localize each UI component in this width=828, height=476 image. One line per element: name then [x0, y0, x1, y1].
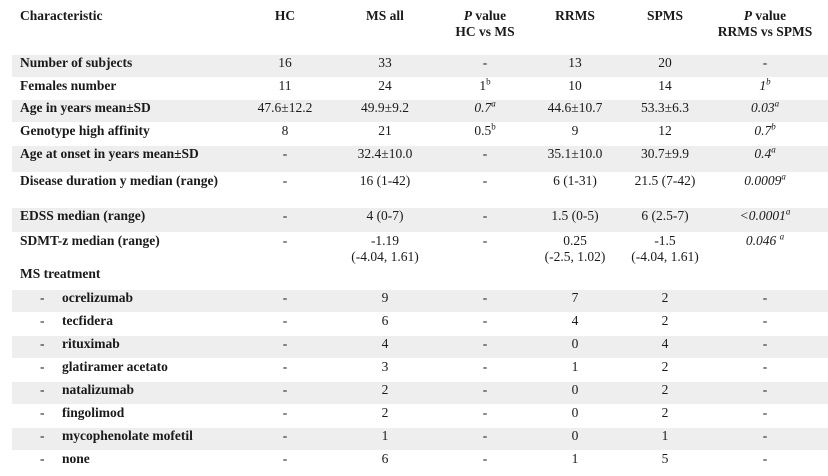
- cell-rrms: [530, 208, 620, 232]
- cell-p-rrms-vs-spms-footnote: a: [774, 98, 780, 109]
- treatment-name: tecfidera: [62, 313, 113, 328]
- row-label: SDMT-z median (range): [20, 233, 160, 248]
- cell-p-rrms-vs-spms: [710, 233, 820, 265]
- cell-p-hc-vs-ms: -: [482, 451, 488, 466]
- cell-rrms: 4: [571, 313, 579, 328]
- cell-ms-all-value: 4 (0-7): [366, 208, 404, 223]
- cell-ms-all: 9: [381, 290, 389, 305]
- cell-spms: 2: [661, 405, 669, 420]
- cell-hc: -: [282, 290, 288, 305]
- cell-ms-all-value: 21: [378, 123, 392, 138]
- cell-rrms: 7: [571, 290, 579, 305]
- cell-p-rrms-vs-spms-value: [744, 173, 786, 189]
- cell-rrms-value: 1.5 (0-5): [551, 208, 599, 223]
- cell-p-hc-vs-ms: -: [482, 313, 488, 328]
- cell-spms-value: 30.7±9.9: [641, 146, 689, 161]
- cell-p-hc-vs-ms: [440, 55, 530, 77]
- table-row: [12, 100, 828, 122]
- cell-spms-value: 21.5 (7-42): [634, 173, 696, 188]
- cell-p-rrms-vs-spms: [710, 146, 820, 172]
- cell-p-hc-vs-ms-number: -: [482, 233, 488, 248]
- cell-p-hc-vs-ms: -: [482, 336, 488, 351]
- cell-p-hc-vs-ms-footnote: a: [491, 98, 496, 109]
- cell-ms-all: 2: [381, 382, 389, 397]
- treatment-name: ocrelizumab: [62, 290, 133, 305]
- table-header-row: [12, 8, 828, 54]
- cell-rrms: [530, 233, 620, 265]
- treatment-section-label: MS treatment: [20, 266, 101, 281]
- cell-p-hc-vs-ms-number: -: [482, 173, 488, 188]
- cell-hc: -: [282, 451, 288, 466]
- cell-p-rrms-vs-spms-number: 0.0009: [744, 173, 782, 188]
- row-label: Genotype high affinity: [20, 123, 150, 138]
- cell-hc: -: [282, 382, 288, 397]
- cell-p-rrms-vs-spms-footnote: a: [785, 206, 791, 217]
- treatment-row: [12, 359, 828, 381]
- cell-p-hc-vs-ms-value: [474, 100, 495, 116]
- cell-spms-value: 20: [658, 55, 672, 70]
- cell-hc: 47.6±12.2: [257, 100, 313, 115]
- treatment-name: mycophenolate mofetil: [62, 428, 193, 443]
- cell-ms-all: 3: [381, 359, 389, 374]
- cell-hc: -: [282, 146, 288, 161]
- cell-p-hc-vs-ms: -: [482, 428, 488, 443]
- cell-spms: [620, 100, 710, 122]
- cell-p-rrms-vs-spms-number: 0.03: [750, 100, 775, 115]
- cell-spms: [620, 146, 710, 172]
- header-ms-all: MS all: [366, 8, 404, 23]
- cell-p-hc-vs-ms-value: [483, 55, 488, 71]
- cell-rrms-value: 44.6±10.7: [547, 100, 603, 115]
- bullet-dash: -: [40, 290, 45, 305]
- cell-p-rrms-vs-spms-footnote: a: [771, 144, 776, 155]
- cell-ms-all: [330, 173, 440, 207]
- cell-rrms: 0: [571, 382, 579, 397]
- treatment-name: fingolimod: [62, 405, 125, 420]
- cell-spms: [620, 78, 710, 100]
- bullet-dash: -: [40, 428, 45, 443]
- table-row: [12, 173, 828, 207]
- treatment-row: [12, 451, 828, 473]
- cell-ms-all: 6: [381, 313, 389, 328]
- cell-ms-all: [330, 55, 440, 77]
- cell-p-rrms-vs-spms: [710, 173, 820, 207]
- table-row: [12, 123, 828, 145]
- cell-ms-all: 2: [381, 405, 389, 420]
- cell-p-rrms-vs-spms-number: <0.0001: [739, 208, 786, 223]
- cell-p-hc-vs-ms-footnote: b: [491, 121, 496, 132]
- cell-rrms-value: 6 (1-31): [553, 173, 597, 188]
- header-characteristic: Characteristic: [20, 8, 103, 23]
- cell-p-hc-vs-ms: -: [482, 359, 488, 374]
- cell-p-rrms-vs-spms-value: [746, 233, 784, 249]
- cell-p-rrms-vs-spms: -: [762, 451, 768, 466]
- row-label: Age in years mean±SD: [20, 100, 151, 115]
- bullet-dash: -: [40, 336, 45, 351]
- cell-rrms-value: 13: [568, 55, 582, 70]
- cell-p-rrms-vs-spms-value: [751, 100, 779, 116]
- cell-rrms: 0: [571, 336, 579, 351]
- cell-hc: -: [282, 336, 288, 351]
- cell-p-hc-vs-ms-number: -: [482, 146, 488, 161]
- cell-p-rrms-vs-spms: [710, 78, 820, 100]
- cell-ms-all-value: 16 (1-42): [359, 173, 411, 188]
- bullet-dash: -: [40, 405, 45, 420]
- table-row: [12, 233, 828, 265]
- cell-p-hc-vs-ms-number: -: [482, 55, 488, 70]
- cell-p-hc-vs-ms-number: -: [482, 208, 488, 223]
- cell-hc: -: [282, 359, 288, 374]
- cell-p-hc-vs-ms: -: [482, 382, 488, 397]
- cell-ms-all: [330, 100, 440, 122]
- treatment-name: none: [62, 451, 90, 466]
- cell-ms-all: [330, 208, 440, 232]
- cell-p-rrms-vs-spms-number: -: [762, 55, 768, 70]
- cell-p-hc-vs-ms: [440, 100, 530, 122]
- cell-p-rrms-vs-spms: [710, 123, 820, 145]
- cell-p-hc-vs-ms-number: 1: [479, 78, 487, 93]
- treatment-row: [12, 382, 828, 404]
- cell-spms: 2: [661, 359, 669, 374]
- table-row: [12, 55, 828, 77]
- cell-p-rrms-vs-spms-number: 1: [759, 78, 767, 93]
- row-label: Age at onset in years mean±SD: [20, 146, 199, 161]
- cell-p-rrms-vs-spms: -: [762, 336, 768, 351]
- cell-spms-value: 53.3±6.3: [641, 100, 689, 115]
- cell-p-rrms-vs-spms-footnote: a: [779, 231, 785, 242]
- cell-p-hc-vs-ms-value: [474, 123, 495, 139]
- cell-p-rrms-vs-spms-value: [740, 208, 791, 224]
- cell-p-hc-vs-ms-number: 0.7: [474, 100, 492, 115]
- cell-p-hc-vs-ms: -: [482, 405, 488, 420]
- cell-p-hc-vs-ms-value: [483, 233, 488, 249]
- table-row: [12, 78, 828, 100]
- cell-p-rrms-vs-spms-value: [754, 146, 775, 162]
- treatment-name: glatiramer acetato: [62, 359, 168, 374]
- cell-p-hc-vs-ms: [440, 208, 530, 232]
- cell-ms-all: [330, 146, 440, 172]
- cell-rrms: [530, 173, 620, 207]
- cell-spms: 2: [661, 382, 669, 397]
- cell-ms-all: 4: [381, 336, 389, 351]
- cell-ms-all: 6: [381, 451, 389, 466]
- cell-spms: [620, 173, 710, 207]
- cell-p-rrms-vs-spms-number: 0.046: [745, 233, 780, 248]
- cell-p-rrms-vs-spms-footnote: b: [766, 76, 771, 87]
- cell-spms: 5: [661, 451, 669, 466]
- cell-ms-all: [330, 78, 440, 100]
- cell-p-rrms-vs-spms-footnote: a: [781, 171, 786, 182]
- cell-spms-value: 6 (2.5-7): [641, 208, 689, 223]
- treatment-row: [12, 405, 828, 427]
- cell-p-rrms-vs-spms: -: [762, 359, 768, 374]
- cell-rrms-value: 0.25: [563, 233, 587, 248]
- cell-p-hc-vs-ms: [440, 123, 530, 145]
- cell-spms: 1: [661, 428, 669, 443]
- cell-spms: 2: [661, 290, 669, 305]
- cell-hc: -: [282, 405, 288, 420]
- cell-spms: [620, 233, 710, 265]
- cell-rrms: 0: [571, 405, 579, 420]
- cell-ms-all: [330, 233, 440, 265]
- header-hc: HC: [274, 8, 296, 23]
- cell-rrms-value: 35.1±10.0: [547, 146, 603, 161]
- header-p-value-hc-vs-ms: P value HC vs MS: [455, 8, 515, 39]
- cell-rrms-value: 10: [568, 78, 582, 93]
- cell-spms: 4: [661, 336, 669, 351]
- cell-p-hc-vs-ms-value: [479, 78, 490, 94]
- cell-p-rrms-vs-spms: -: [762, 382, 768, 397]
- cell-spms: [620, 208, 710, 232]
- cell-p-hc-vs-ms: [440, 173, 530, 207]
- cell-hc: -: [282, 173, 288, 188]
- treatment-row: [12, 428, 828, 450]
- cell-rrms: [530, 123, 620, 145]
- cell-hc: -: [282, 233, 288, 248]
- cell-p-rrms-vs-spms-number: 0.4: [754, 146, 772, 161]
- cell-hc: 8: [281, 123, 289, 138]
- cell-p-hc-vs-ms: [440, 146, 530, 172]
- cell-ms-all-value: 33: [378, 55, 392, 70]
- header-spms: SPMS: [646, 8, 683, 23]
- header-p-value-rrms-vs-spms: P value RRMS vs SPMS: [717, 8, 813, 39]
- treatment-row: [12, 290, 828, 312]
- table-row: [12, 146, 828, 172]
- cell-ms-all-value: 24: [378, 78, 392, 93]
- cell-spms: [620, 55, 710, 77]
- cell-spms: 2: [661, 313, 669, 328]
- cell-p-hc-vs-ms: [440, 78, 530, 100]
- cell-rrms: 0: [571, 428, 579, 443]
- cell-spms-value: 14: [658, 78, 672, 93]
- row-label: Disease duration y median (range): [20, 173, 218, 188]
- cell-p-hc-vs-ms-value: [483, 146, 488, 162]
- row-label: EDSS median (range): [20, 208, 146, 223]
- cell-p-rrms-vs-spms: -: [762, 313, 768, 328]
- cell-p-hc-vs-ms: -: [482, 290, 488, 305]
- cell-hc: 11: [278, 78, 292, 93]
- cell-p-rrms-vs-spms: -: [762, 428, 768, 443]
- cell-rrms-value: 9: [571, 123, 579, 138]
- cell-p-rrms-vs-spms-value: [754, 123, 775, 139]
- bullet-dash: -: [40, 451, 45, 466]
- cell-p-hc-vs-ms-footnote: b: [486, 76, 491, 87]
- cell-ms-all: [330, 123, 440, 145]
- cell-hc: 16: [278, 55, 292, 70]
- cell-p-rrms-vs-spms-value: [763, 55, 768, 71]
- treatment-row: [12, 313, 828, 335]
- cell-rrms: 1: [571, 451, 579, 466]
- cell-rrms: [530, 100, 620, 122]
- treatment-section-row: [12, 266, 828, 288]
- cell-hc: -: [282, 208, 288, 223]
- cell-rrms-range: (-2.5, 1.02): [544, 249, 606, 264]
- treatment-row: [12, 336, 828, 358]
- cell-p-rrms-vs-spms-number: 0.7: [754, 123, 772, 138]
- cell-p-hc-vs-ms: [440, 233, 530, 265]
- cell-p-rrms-vs-spms: -: [762, 405, 768, 420]
- cell-spms-range: (-4.04, 1.61): [631, 249, 699, 264]
- cell-rrms: [530, 78, 620, 100]
- cell-p-rrms-vs-spms: -: [762, 290, 768, 305]
- cell-rrms: 1: [571, 359, 579, 374]
- cell-rrms: [530, 55, 620, 77]
- row-label: Females number: [20, 78, 117, 93]
- header-rrms: RRMS: [555, 8, 595, 23]
- cell-spms-value: 12: [658, 123, 672, 138]
- treatment-name: rituximab: [62, 336, 120, 351]
- cell-spms: [620, 123, 710, 145]
- cell-ms-all-range: (-4.04, 1.61): [351, 249, 419, 264]
- cell-hc: -: [282, 313, 288, 328]
- cell-ms-all-value: -1.19: [370, 233, 400, 248]
- cell-ms-all-value: 49.9±9.2: [361, 100, 409, 115]
- bullet-dash: -: [40, 313, 45, 328]
- cell-p-hc-vs-ms-value: [483, 173, 488, 189]
- cell-p-rrms-vs-spms-footnote: b: [771, 121, 776, 132]
- cell-spms-value: -1.5: [654, 233, 676, 248]
- table-row: [12, 208, 828, 232]
- cell-p-rrms-vs-spms: [710, 208, 820, 232]
- cell-ms-all: 1: [381, 428, 389, 443]
- cell-p-hc-vs-ms-value: [483, 208, 488, 224]
- cell-ms-all-value: 32.4±10.0: [357, 146, 413, 161]
- cell-hc: -: [282, 428, 288, 443]
- bullet-dash: -: [40, 359, 45, 374]
- cell-p-rrms-vs-spms: [710, 55, 820, 77]
- row-label: Number of subjects: [20, 55, 133, 70]
- cell-p-rrms-vs-spms-value: [759, 78, 770, 94]
- cell-rrms: [530, 146, 620, 172]
- treatment-name: natalizumab: [62, 382, 135, 397]
- bullet-dash: -: [40, 382, 45, 397]
- cell-p-rrms-vs-spms: [710, 100, 820, 122]
- cell-p-hc-vs-ms-number: 0.5: [474, 123, 492, 138]
